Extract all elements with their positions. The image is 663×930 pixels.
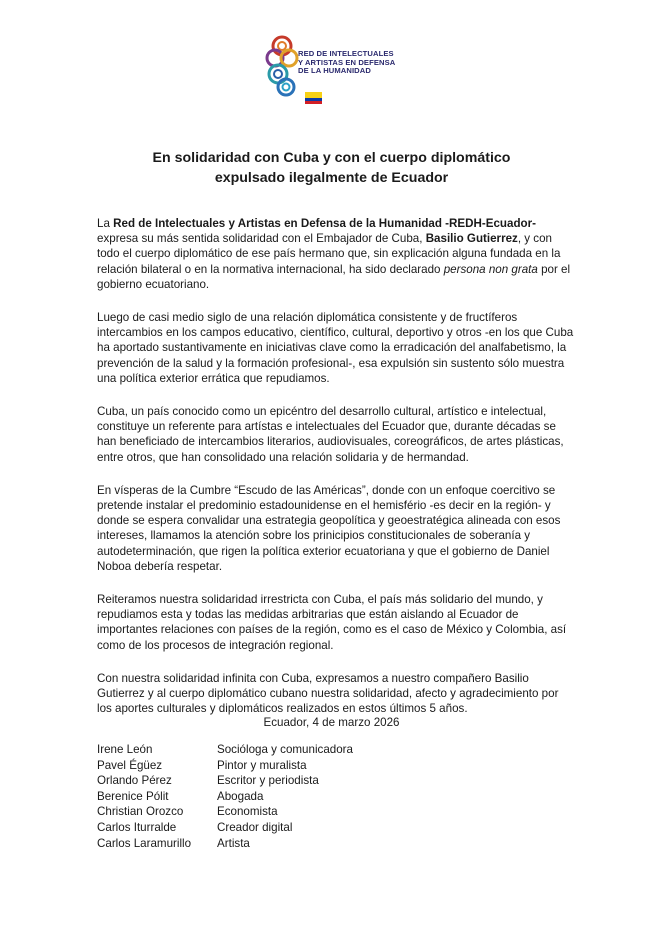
- signatory-role: Socióloga y comunicadora: [217, 743, 353, 756]
- signatory-role: Abogada: [217, 789, 264, 803]
- ambassador-name: Basilio Gutierrez: [425, 232, 518, 246]
- signatory-row: [97, 742, 353, 758]
- signatory-row: [97, 820, 353, 836]
- logo-line-1: RED DE INTELECTUALES: [298, 49, 394, 58]
- paragraph-6: Con nuestra solidaridad infinita con Cuba, expresamos a nuestro compañero Basilio Gutierrez y al cuerpo diplomático cubano nuestra solidaridad, afecto y agradecimiento por los aportes culturales y diplomáticos realizados en estos últimos 5 años.: [97, 671, 559, 716]
- paragraph-4: En vísperas de la Cumbre “Escudo de las Américas”, donde con un enfoque coercitivo se pretende instalar el predominio estadounidense en el hemisfério -es decir en la región- y donde se espera convalidar una estrategia geopolítica y geoestratégica alineada con esos intereses, llamamos la atención sobre los prinicipios constitucionales de soberanía y autodeterminación, que rigen la política exterior ecuatoriana y que el gobierno de Daniel Noboa debería respetar.: [97, 483, 561, 573]
- organization-name: Red de Intelectuales y Artistas en Defensa de la Humanidad -REDH-Ecuador-: [113, 217, 536, 230]
- signatory-role: Creador digital: [217, 820, 293, 834]
- redh-logo: [264, 32, 404, 112]
- signatory-name: Orlando Pérez: [97, 774, 172, 788]
- p1-text-g: por el gobierno ecuatoriano.: [97, 262, 571, 291]
- logo-line-3: DE LA HUMANIDAD: [298, 66, 371, 76]
- paragraph-1: [97, 216, 575, 292]
- paragraph-5: Reiteramos nuestra solidaridad irrestricta con Cuba, el país más solidario del mundo, y repudiamos esta y todas las medidas arbitrarias que están aislando al Ecuador de importantes relaciones con países de la región, como es el caso de México y Colombia, así como de los procesos de integración regional.: [97, 593, 567, 652]
- paragraph-2: Luego de casi medio siglo de una relación diplomática consistente y de fructíferos intercambios en los campos educativo, científico, cultural, deportivo y otros -en los que Cuba ha aportado sustantivamente en iniciativas clave como la erradicación del analfabetismo, la prevención de la salud y la formación profesional-, esa expulsión sin sustento sólo muestra una política exterior errática que repudiamos.: [97, 311, 574, 385]
- signatories-list: [97, 742, 353, 851]
- p1-text-c: expresa su más sentida solidaridad con el Embajador de Cuba,: [97, 232, 426, 246]
- signatory-role: Economista: [217, 805, 278, 819]
- paragraph-3: Cuba, un país conocido como un epicéntro del desarrollo cultural, artístico e intelectual, constituye un referente para artístas e intelectuales del Ecuador que, durante décadas se han beneficiado de intercambios literarios, audiovisuales, coreográficos, de artes plásticas, entre otros, que han consolidado una relación solidaria y de hermandad.: [97, 405, 564, 464]
- p1-text-e: , y con todo el cuerpo diplomático de ese país hermano que, sin explicación alguna fundada en la relación bilateral o en la normativa internacional, ha sido declarado: [97, 232, 561, 276]
- signatory-row: [97, 758, 353, 774]
- signatory-name: Berenice Pólit: [97, 789, 169, 803]
- signatory-row: [97, 789, 353, 805]
- ecuador-flag-icon: [305, 92, 322, 104]
- signatory-name: Irene León: [97, 743, 153, 756]
- signatory-role: Artista: [217, 836, 250, 850]
- signatory-row: [97, 836, 353, 852]
- signatory-role: Pintor y muralista: [217, 758, 307, 772]
- logo-line-2: Y ARTISTAS EN DEFENSA: [298, 57, 396, 67]
- title-line-2: expulsado ilegalmente de Ecuador: [214, 170, 449, 186]
- page-title: [0, 148, 663, 188]
- signatory-name: Carlos Laramurillo: [97, 836, 192, 850]
- signatory-name: Christian Orozco: [97, 805, 184, 819]
- signatory-row: [97, 804, 353, 820]
- persona-non-grata: persona non grata: [443, 262, 538, 276]
- statement-date: Ecuador, 4 de marzo 2026: [263, 716, 400, 729]
- logo-wordmark: [298, 50, 408, 76]
- signatory-name: Carlos Iturralde: [97, 820, 177, 834]
- signatory-row: [97, 773, 353, 789]
- title-line-1: En solidaridad con Cuba y con el cuerpo diplomático: [152, 150, 511, 166]
- signatory-role: Escritor y periodista: [217, 774, 319, 788]
- signatory-name: Pavel Égüez: [97, 758, 163, 772]
- p1-text-a: La: [97, 217, 114, 230]
- statement-body: [97, 216, 575, 734]
